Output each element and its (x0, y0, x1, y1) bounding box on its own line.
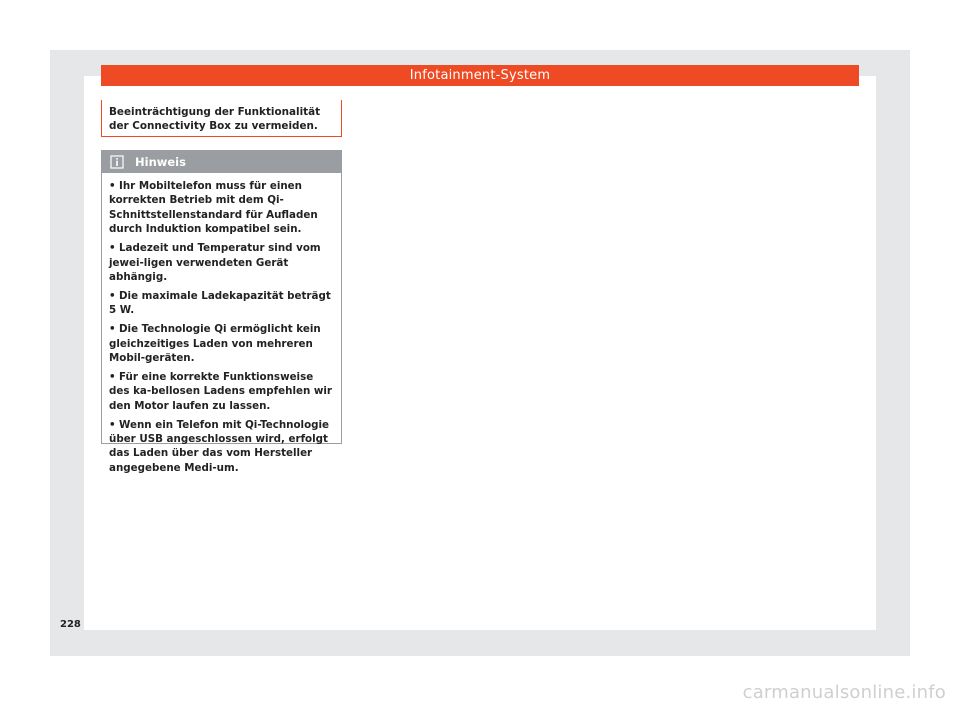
note-item-3: • Die maximale Ladekapazität beträgt 5 W. (109, 289, 331, 317)
warning-text: Beeinträchtigung der Funktionalität der Connectivity Box zu vermeiden. (109, 106, 321, 132)
chapter-header (101, 65, 859, 86)
chapter-title: Infotainment-System (409, 68, 551, 83)
note-item-5: • Für eine korrekte Funktionsweise des ka-bellosen Ladens empfehlen wir den Motor laufen zu lassen. (109, 370, 332, 412)
info-icon (110, 155, 124, 169)
note-header (102, 151, 341, 173)
note-title: Hinweis (135, 155, 186, 169)
note-list (102, 173, 341, 475)
page-number: 228 (60, 619, 81, 630)
note-item-4: • Die Technologie Qi ermöglicht kein gleichzeitiges Laden von mehreren Mobil-geräten. (109, 323, 321, 364)
note-item-1: • Ihr Mobiltelefon muss für einen korrekten Betrieb mit dem Qi-Schnittstellenstandard für Aufladen durch Induktion kompatibel sein. (109, 180, 318, 236)
note-box (101, 150, 342, 474)
note-item-2: • Ladezeit und Temperatur sind vom jewei-ligen verwendeten Gerät abhängig. (109, 242, 321, 283)
watermark-link[interactable]: carmanualsonline.info (742, 682, 946, 703)
warning-box-continuation (101, 100, 342, 137)
note-item-6: • Wenn ein Telefon mit Qi-Technologie über USB angeschlossen wird, erfolgt das Laden über das vom Hersteller angegebene Medi-um. (109, 418, 330, 474)
